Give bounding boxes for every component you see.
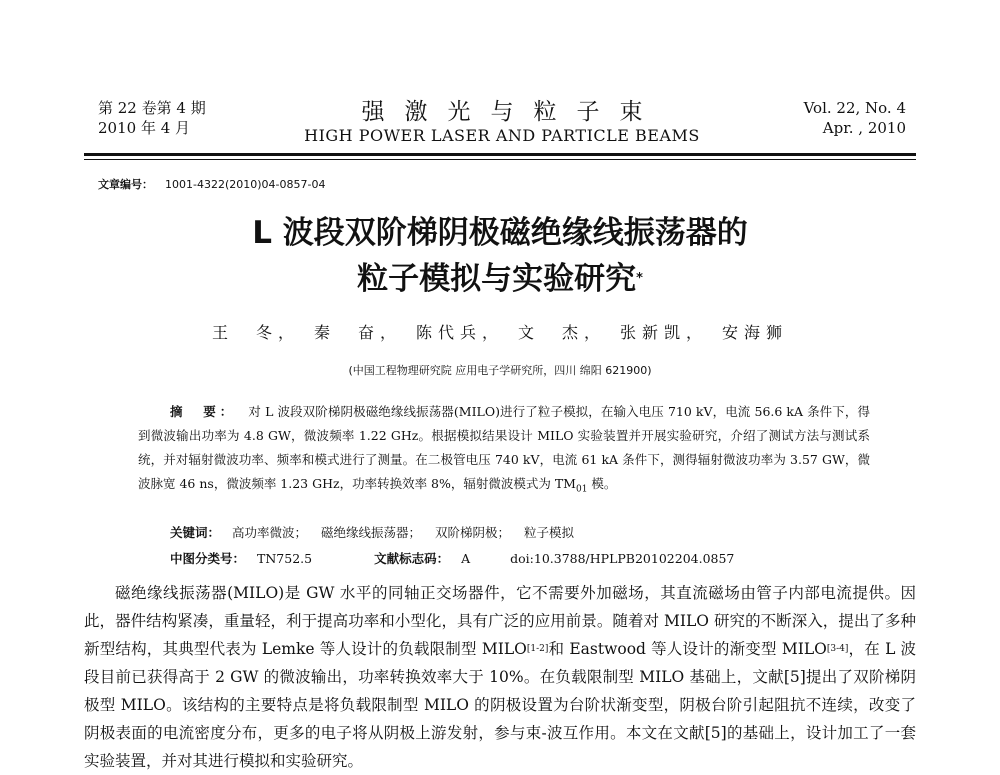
abstract-mode-subscript: 01 [575,484,588,495]
paper-title [0,210,1000,302]
citation-ref: [1-2] [526,644,549,654]
abstract-text-end: 模。 [587,476,617,491]
article-id [98,176,325,192]
keyword-item: 双阶梯阴极； [435,525,511,540]
abstract [138,400,870,502]
title-line-2-text: 粒子模拟与实验研究 [357,261,637,297]
header-center [98,98,906,146]
header-right [804,98,906,138]
volume-issue-en: Vol. 22, No. 4 [803,99,906,117]
volume-issue-cn: 第 22 卷第 4 期 [98,99,206,117]
journal-name-cn: 强激光与粒子束 [361,99,663,125]
body-text-a: 磁绝缘线振荡器(MILO)是 GW 水平的同轴正交场器件，它不需要外加磁场，其直流磁场由管子内部电流提供。因此，器件结构紧凑，重量轻，利于提高功率和小型化，具有广泛的应用前景。随着对 MILO 研究的不断深入，提出了多种新型结构，其典型代表为 Lemke 等人设计的负载限制型 MILO [84,584,916,658]
keyword-item: 高功率微波； [232,525,308,540]
title-line-1: L 波段双阶梯阴极磁绝缘线振荡器的 [252,215,748,251]
keywords-label: 关键词： [170,525,221,540]
doi: doi:10.3788/HPLPB20102204.0857 [510,551,735,566]
header-rule-thick [84,153,916,156]
authors: 王 冬， 秦 奋， 陈代兵， 文 杰， 张新凯， 安海狮 [211,323,788,342]
clc-value: TN752.5 [257,551,313,566]
keyword-item: 粒子模拟 [524,525,575,540]
abstract-text: 对 L 波段双阶梯阴极磁绝缘线振荡器(MILO)进行了粒子模拟，在输入电压 710 kV，电流 56.6 kA 条件下，得到微波输出功率为 4.8 GW，微波频率 1.22 GHz。根据模拟结果设计 MILO 实验装置并开展实验研究，介绍了测试方法与测试系统，并对辐射微波功率、频率和模式进行了测量。在二极管电压 740 kV，电流 61 kA 条件下，测得辐射微波功率为 3.57 GW，微波脉宽 46 ns，微波频率 1.23 GHz，功率转换效率 8%，辐射微波模式为 TM [138,404,870,491]
body-text-c: ，在 L 波段目前已获得高于 2 GW 的微波输出，功率转换效率大于 10%。在负载限制型 MILO 基础上，文献[5]提出了双阶梯阴极型 MILO。该结构的主要特点是将负载限制型 MILO 的阴极设置为台阶状渐变型，阴极台阶引起阻抗不连续，改变了阴极表面的电流密度分布，更多的电子将从阴极上游发射，参与束-波互作用。本文在文献[5]的基础上，设计加工了一套实验装置，并对其进行模拟和实验研究。 [84,640,916,770]
keyword-item: 磁绝缘线振荡器； [321,525,422,540]
header-rule-thin [84,159,916,160]
doc-code-value: A [461,551,471,566]
body-paragraph [84,579,916,775]
journal-name-en: HIGH POWER LASER AND PARTICLE BEAMS [304,126,700,145]
affiliation: (中国工程物理研究院 应用电子学研究所，四川 绵阳 621900) [348,364,652,377]
title-footnote-mark: * [636,271,643,286]
journal-header [98,98,906,150]
classification-line [170,549,734,567]
date-cn: 2010 年 4 月 [98,119,191,137]
doc-code-label: 文献标志码： [374,551,450,566]
abstract-label: 摘 要： [170,404,237,419]
article-id-label: 文章编号： [98,178,153,191]
keywords [170,523,584,541]
citation-ref: [3-4] [826,644,849,654]
body-text-b: 和 Eastwood 等人设计的渐变型 MILO [548,640,827,658]
date-en: Apr. , 2010 [822,119,906,137]
article-id-value: 1001-4322(2010)04-0857-04 [165,178,326,191]
title-line-2 [0,256,1000,302]
clc-label: 中图分类号： [170,551,246,566]
